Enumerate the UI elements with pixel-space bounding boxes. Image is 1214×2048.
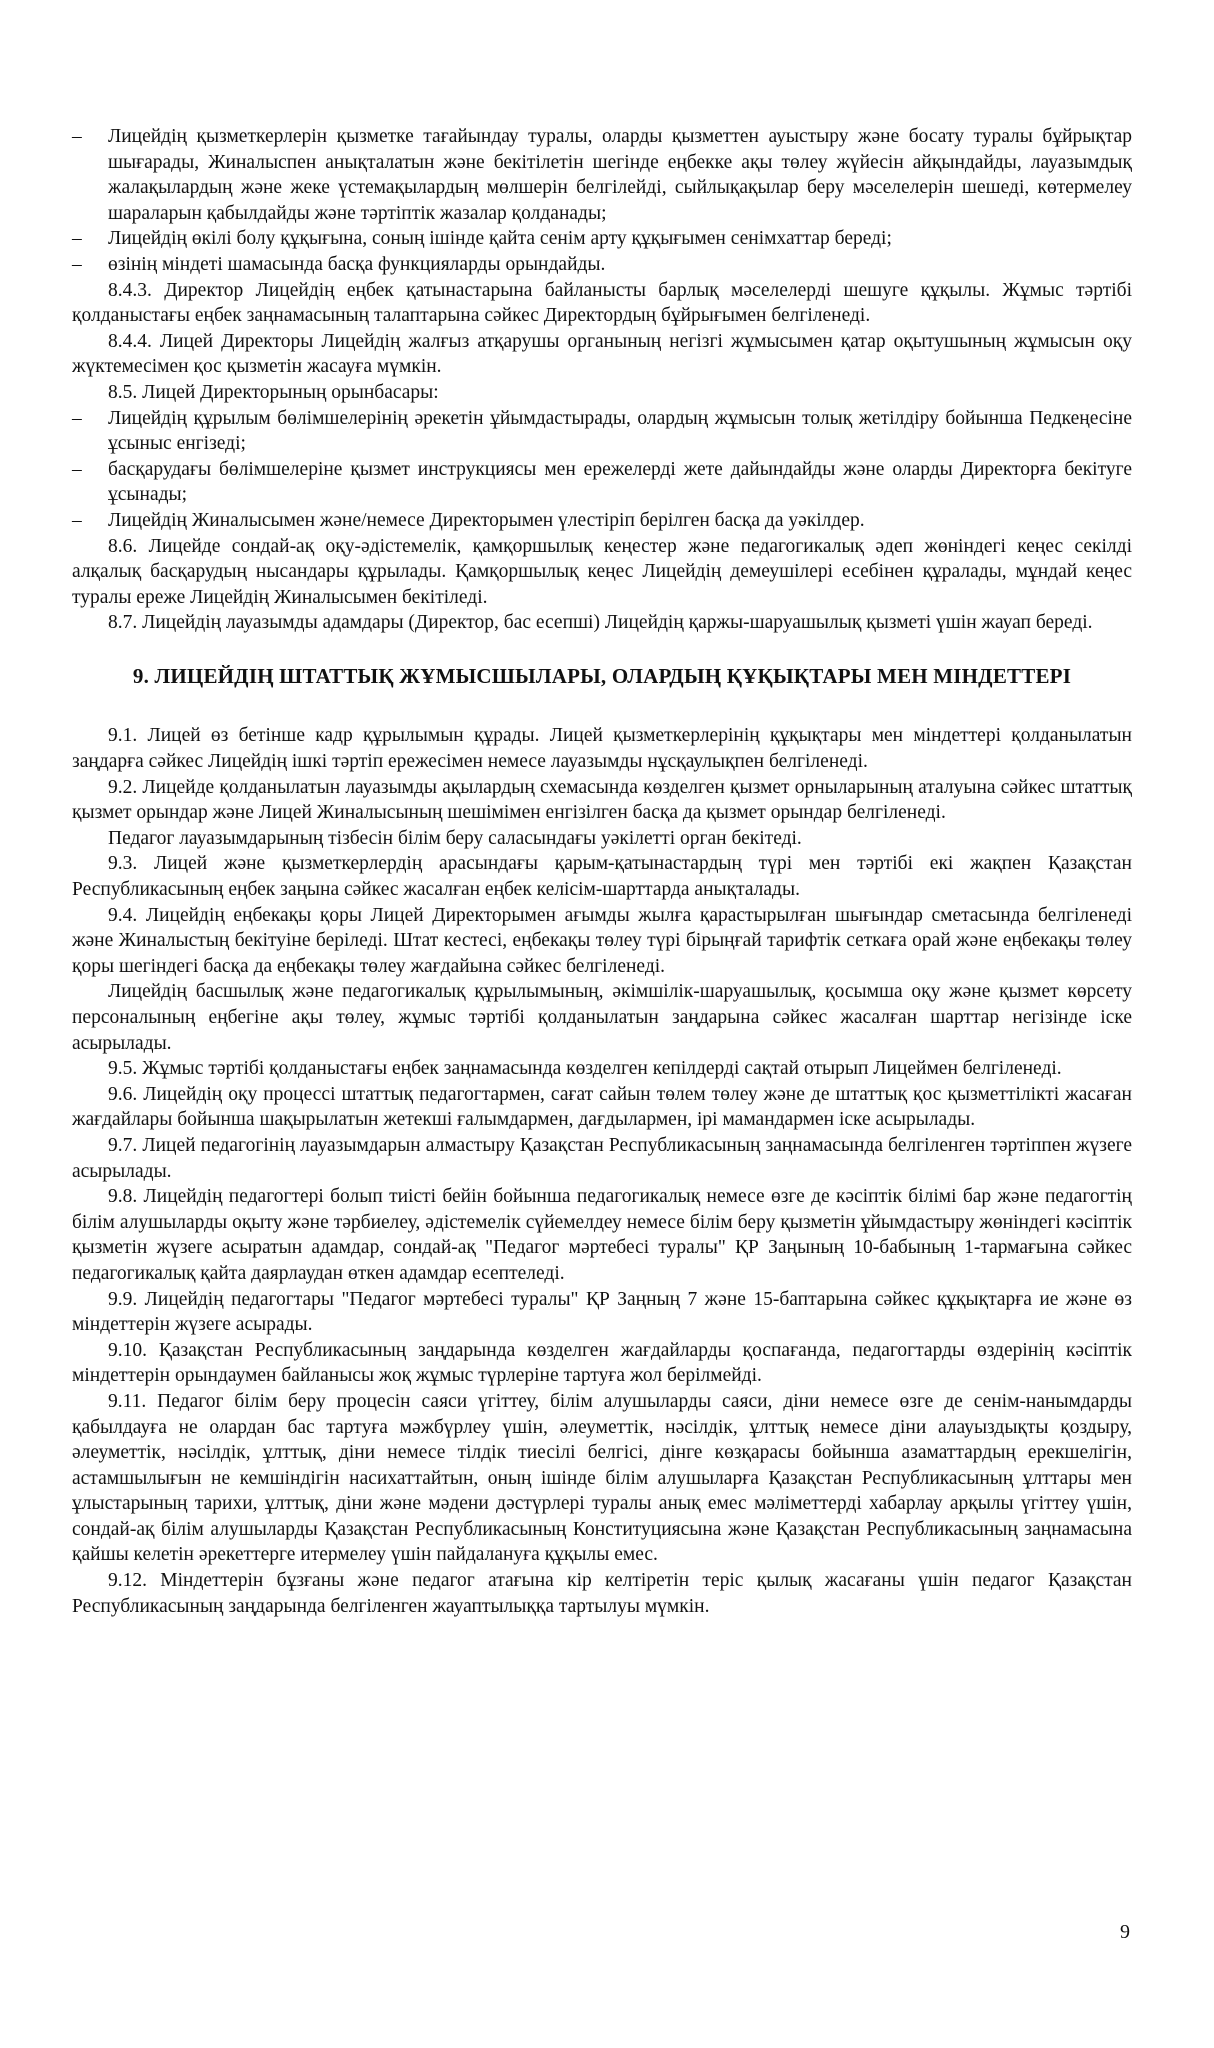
list-item-text: Лицейдің өкілі болу құқығына, соның ішінде қайта сенім арту құқығымен сенімхаттар береді; [108,228,892,250]
paragraph: 8.6. Лицейде сондай-ақ оқу-әдістемелік, қамқоршылық кеңестер және педагогикалық әдеп жөніндегі кеңес секілді алқалық басқарудың нысандары құрылады. Қамқоршылық кеңес Лицейдің демеушілері есебінен құралады, мұндай кеңес туралы ереже Лицейдің Жиналысымен бекітіледі. [72,535,1132,608]
list-item [72,252,1132,278]
paragraph: Лицейдің басшылық және педагогикалық құрылымының, әкімшілік-шаруашылық, қосымша оқу және қызмет көрсету персоналының еңбегіне ақы төлеу, жұмыс тәртібі қолданылатын заңдарына сәйкес жасалған шарттар негізінде іске асырылады. [72,981,1132,1054]
paragraph: 9.11. Педагог білім беру процесін саяси үгіттеу, білім алушыларды саяси, діни немесе өзге де сенім-нанымдарды қабылдауға не олардан бас тартуға мәжбүрлеу үшін, әлеуметтік, нәсілдік, ұлттық немесе діни алауыздықты қоздыру, әлеуметтік, нәсілдік, ұлттық, діни немесе тілдік тиесілі белгісі, дінге көзқарасы бойынша азаматтардың ерекшелігін, астамшылығын не кемшіндігін насихаттайтын, оның ішінде білім алушыларға Қазақстан Республикасының ұлттары мен ұлыстарының тарихи, ұлттық, діни және мәдени дәстүрлері туралы анық емес мәліметтерді хабарлау арқылы үгіттеу үшін, сондай-ақ білім алушыларды Қазақстан Республикасының Конституциясына және Қазақстан Республикасының заңнамасына қайшы келетін әрекеттерге итермелеу үшін пайдалануға құқылы емес. [72,1390,1132,1566]
paragraph: 8.7. Лицейдің лауазымды адамдары (Директор, бас есепші) Лицейдің қаржы-шаруашылық қызметі үшін жауап береді. [108,612,1093,634]
paragraph: 9.6. Лицейдің оқу процессі штаттық педагогтармен, сағат сайын төлем төлеу және де штаттық қос қызметтілікті жасаған жағдайлары бойынша шақырылатын жетекші ғалымдармен, дағдылармен, ірі мамандармен іске асырылады. [72,1083,1132,1131]
paragraph: 9.4. Лицейдің еңбекақы қоры Лицей Директорымен ағымды жылға қарастырылған шығындар сметасында белгіленеді және Жиналыстың бекітуіне беріледі. Штат кестесі, еңбекақы төлеу түрі бірыңғай тарифтік сеткаға орай және еңбекақы төлеу қоры шегіндегі басқа да еңбекақы төлеу жағдайына сәйкес белгіленеді. [72,904,1132,977]
paragraph: 9.2. Лицейде қолданылатын лауазымды ақылардың схемасында көзделген қызмет орныларының аталуына сәйкес штаттық қызмет орындар және Лицей Жиналысының шешімімен енгізілген басқа да қызмет орындар белгіленеді. [72,776,1132,824]
paragraph: 9.8. Лицейдің педагогтері болып тиісті бейін бойынша педагогикалық немесе өзге де кәсіптік білімі бар және педагогтің білім алушыларды оқыту және тәрбиелеу, әдістемелік сүйемелдеу немесе білім беру қызметін ұйымдастыру жөніндегі кәсіптік қызметін жүзеге асыратын адамдар, сондай-ақ "Педагог мәртебесі туралы" ҚР Заңының 10-бабының 1-тармағына сәйкес педагогикалық қайта даярлаудан өткен адамдар есептеледі. [72,1186,1132,1284]
paragraph: 8.4.3. Директор Лицейдің еңбек қатынастарына байланысты барлық мәселелерді шешуге құқылы. Жұмыс тәртібі қолданыстағы еңбек заңнамасының талаптарына сәйкес Директордың бұйрығымен белгіленеді. [72,279,1132,327]
list-item-text: Лицейдің Жиналысымен және/немесе Директорымен үлестіріп берілген басқа да уәкілдер. [108,509,865,531]
paragraph: 9.12. Міндеттерін бұзғаны және педагог атағына кір келтіретін теріс қылық жасағаны үшін педагог Қазақстан Республикасының заңдарында белгіленген жауаптылыққа тартылуы мүмкін. [72,1570,1132,1617]
paragraph: Педагог лауазымдарының тізбесін білім беру саласындағы уәкілетті орган бекітеді. [108,827,802,849]
document-page [72,124,1132,1619]
list-item [72,457,1132,508]
paragraph: 9.9. Лицейдің педагогтары "Педагог мәртебесі туралы" ҚР Заңның 7 және 15-баптарына сәйкес құқықтарға ие және өз міндеттерін жүзеге асырады. [72,1288,1132,1336]
paragraph: 8.5. Лицей Директорының орынбасары: [108,381,439,403]
page-number: 9 [1120,1921,1130,1943]
list-item-text: басқарудағы бөлімшелеріне қызмет инструкциясы мен ережелерді жете дайындайды және оларды Директорға бекітуге ұсынады; [108,458,1132,506]
list-item-text: Лицейдің құрылым бөлімшелерінің әрекетін ұйымдастырады, олардың жұмысын толық жетілдіру бойынша Педкеңесіне ұсыныс енгізеді; [108,407,1132,455]
bullet-marker: – [72,126,82,147]
bullet-marker: – [72,458,82,480]
bullet-marker: – [72,509,82,531]
paragraph: 9.1. Лицей өз бетінше кадр құрылымын құрады. Лицей қызметкерлерінің құқықтары мен міндеттері қолданылатын заңдарға сәйкес Лицейдің ішкі тәртіп ережесімен немесе лауазымды нұсқаулықпен белгіленеді. [72,725,1132,773]
list-item [72,124,1132,226]
bullet-marker: – [72,407,82,429]
bullet-marker: – [72,228,82,250]
paragraph: 9.7. Лицей педагогінің лауазымдарын алмастыру Қазақстан Республикасының заңнамасында белгіленген тәртіппен жүзеге асырылады. [72,1134,1132,1182]
paragraph: 9.5. Жұмыс тәртібі қолданыстағы еңбек заңнамасында көзделген кепілдерді сақтай отырып Лицеймен белгіленеді. [108,1058,1062,1080]
list-item-text: өзінің міндеті шамасында басқа функцияларды орындайды. [108,253,606,275]
list-item-text: Лицейдің қызметкерлерін қызметке тағайындау туралы, оларды қызметтен ауыстыру және босату туралы бұйрықтар шығарады, Жиналыспен анықталатын және бекітілетін шегінде еңбекке ақы төлеу жүйесін айқындайды, лауазымдық жалақылардың және жеке үстемақылардың мөлшерін белгілейді, сыйлықақылар беру мәселелерін шешеді, көтермелеу шараларын қабылдайды және тәртіптік жазалар қолданады; [108,126,1132,224]
paragraph: 8.4.4. Лицей Директоры Лицейдің жалғыз атқарушы органының негізгі жұмысымен қатар оқытушының жұмысын оқу жүктемесімен қос қызметін жасауға мүмкін. [72,330,1132,378]
bullet-marker: – [72,253,82,275]
section-heading: 9. ЛИЦЕЙДІҢ ШТАТТЫҚ ЖҰМЫСШЫЛАРЫ, ОЛАРДЫҢ ҚҰҚЫҚТАРЫ МЕН МІНДЕТТЕРІ [132,663,1072,688]
list-item [72,508,1132,534]
list-item [72,406,1132,457]
list-item [72,226,1132,252]
paragraph: 9.10. Қазақстан Республикасының заңдарында көзделген жағдайларды қоспағанда, педагогтарды өздерінің кәсіптік міндеттерін орындаумен байланысы жоқ жұмыс түрлеріне тартуға жол берілмейді. [72,1339,1132,1387]
paragraph: 9.3. Лицей және қызметкерлердің арасындағы қарым-қатынастардың түрі мен тәртібі екі жақпен Қазақстан Республикасының еңбек заңына сәйкес жасалған еңбек келісім-шарттарда анықталады. [72,853,1132,901]
